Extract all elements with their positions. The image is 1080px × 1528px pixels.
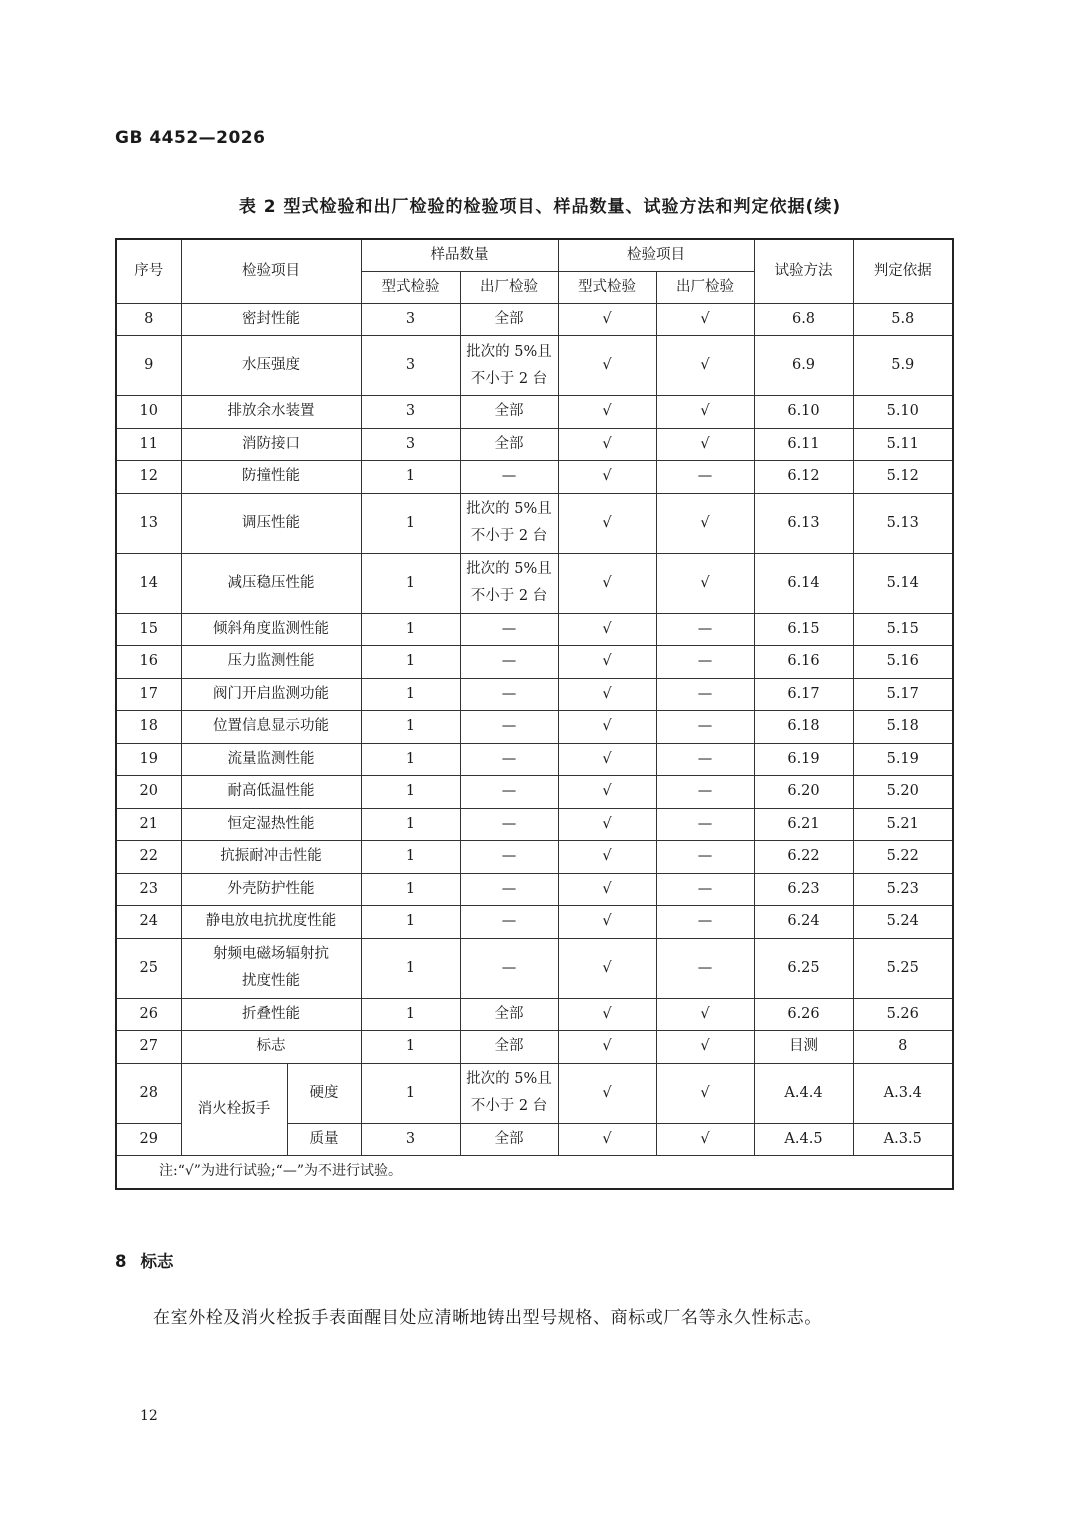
table-row [116, 428, 953, 461]
cell-chk-factory: — [656, 906, 754, 939]
cell-item: 调压性能 [181, 493, 361, 553]
cell-qty-factory: — [460, 906, 558, 939]
cell-qty-factory: — [460, 873, 558, 906]
header-chk-factory: 出厂检验 [656, 271, 754, 303]
cell-chk-type: √ [558, 303, 656, 336]
cell-qty-type: 1 [361, 646, 460, 679]
cell-seq: 16 [116, 646, 181, 679]
cell-chk-factory: — [656, 776, 754, 809]
cell-qty-factory: — [460, 841, 558, 874]
cell-basis: 5.23 [853, 873, 953, 906]
cell-item: 消防接口 [181, 428, 361, 461]
cell-qty-factory: — [460, 678, 558, 711]
cell-qty-type: 1 [361, 776, 460, 809]
table-row [116, 938, 953, 998]
cell-chk-type: √ [558, 493, 656, 553]
cell-item: 减压稳压性能 [181, 553, 361, 613]
cell-chk-factory: √ [656, 396, 754, 429]
cell-qty-factory: — [460, 613, 558, 646]
cell-qty-factory: 全部 [460, 1031, 558, 1064]
cell-seq: 8 [116, 303, 181, 336]
cell-chk-type: √ [558, 428, 656, 461]
cell-item: 位置信息显示功能 [181, 711, 361, 744]
table-row [116, 1031, 953, 1064]
header-seq: 序号 [116, 239, 181, 303]
cell-item: 静电放电抗扰度性能 [181, 906, 361, 939]
cell-chk-type: √ [558, 1063, 656, 1123]
table-row [116, 808, 953, 841]
cell-seq: 18 [116, 711, 181, 744]
cell-qty-type: 3 [361, 336, 460, 396]
cell-chk-factory: √ [656, 303, 754, 336]
cell-item: 标志 [181, 1031, 361, 1064]
table-row [116, 776, 953, 809]
section-body: 在室外栓及消火栓扳手表面醒目处应清晰地铸出型号规格、商标或厂名等永久性标志。 [153, 1308, 822, 1328]
cell-qty-type: 1 [361, 461, 460, 494]
cell-method: A.4.5 [754, 1123, 853, 1156]
header-method: 试验方法 [754, 239, 853, 303]
table-row [116, 678, 953, 711]
cell-item: 射频电磁场辐射抗扰度性能 [181, 938, 361, 998]
cell-qty-type: 1 [361, 743, 460, 776]
cell-item: 防撞性能 [181, 461, 361, 494]
cell-basis: 5.16 [853, 646, 953, 679]
cell-method: 6.26 [754, 998, 853, 1031]
header-chk-type: 型式检验 [558, 271, 656, 303]
cell-qty-type: 3 [361, 1123, 460, 1156]
cell-basis: 5.22 [853, 841, 953, 874]
cell-chk-type: √ [558, 553, 656, 613]
cell-sub-item: 硬度 [287, 1063, 361, 1123]
table-body [116, 303, 953, 1189]
cell-chk-factory: — [656, 808, 754, 841]
cell-qty-type: 3 [361, 303, 460, 336]
cell-method: 6.19 [754, 743, 853, 776]
cell-qty-factory: — [460, 776, 558, 809]
cell-method: 6.10 [754, 396, 853, 429]
cell-item: 流量监测性能 [181, 743, 361, 776]
cell-qty-factory: 批次的 5%且不小于 2 台 [460, 493, 558, 553]
cell-item: 外壳防护性能 [181, 873, 361, 906]
table-row [116, 841, 953, 874]
cell-qty-factory: 全部 [460, 428, 558, 461]
table-row [116, 303, 953, 336]
cell-chk-factory: — [656, 743, 754, 776]
cell-basis: 5.8 [853, 303, 953, 336]
cell-basis: 5.11 [853, 428, 953, 461]
cell-qty-type: 1 [361, 678, 460, 711]
header-item: 检验项目 [181, 239, 361, 303]
cell-chk-factory: √ [656, 1063, 754, 1123]
cell-item: 压力监测性能 [181, 646, 361, 679]
cell-basis: 5.15 [853, 613, 953, 646]
section-number: 8 [115, 1252, 127, 1271]
cell-basis: A.3.5 [853, 1123, 953, 1156]
cell-method: 6.18 [754, 711, 853, 744]
cell-basis: A.3.4 [853, 1063, 953, 1123]
header-qty-factory: 出厂检验 [460, 271, 558, 303]
cell-qty-type: 1 [361, 711, 460, 744]
cell-method: 6.17 [754, 678, 853, 711]
standard-code: GB 4452—2026 [115, 128, 266, 148]
cell-group-label: 消火栓扳手 [181, 1063, 287, 1156]
cell-chk-type: √ [558, 461, 656, 494]
cell-qty-type: 1 [361, 938, 460, 998]
cell-qty-type: 1 [361, 493, 460, 553]
cell-basis: 5.17 [853, 678, 953, 711]
cell-item: 耐高低温性能 [181, 776, 361, 809]
cell-qty-factory: 批次的 5%且不小于 2 台 [460, 553, 558, 613]
cell-chk-type: √ [558, 841, 656, 874]
cell-method: 6.22 [754, 841, 853, 874]
cell-chk-type: √ [558, 1123, 656, 1156]
cell-qty-factory: — [460, 461, 558, 494]
cell-basis: 5.13 [853, 493, 953, 553]
cell-chk-factory: √ [656, 428, 754, 461]
header-basis: 判定依据 [853, 239, 953, 303]
cell-qty-type: 1 [361, 998, 460, 1031]
cell-qty-type: 1 [361, 613, 460, 646]
cell-item: 阀门开启监测功能 [181, 678, 361, 711]
cell-method: 6.9 [754, 336, 853, 396]
cell-qty-factory: 批次的 5%且不小于 2 台 [460, 1063, 558, 1123]
header-sample-qty: 样品数量 [361, 239, 558, 271]
cell-method: A.4.4 [754, 1063, 853, 1123]
cell-chk-factory: √ [656, 1123, 754, 1156]
cell-chk-factory: √ [656, 493, 754, 553]
table-row [116, 1063, 953, 1123]
section-title: 标志 [140, 1252, 174, 1271]
cell-seq: 9 [116, 336, 181, 396]
cell-qty-factory: 全部 [460, 1123, 558, 1156]
cell-item: 恒定湿热性能 [181, 808, 361, 841]
cell-chk-type: √ [558, 678, 656, 711]
table-note: 注:“√”为进行试验;“—”为不进行试验。 [116, 1156, 953, 1189]
cell-qty-type: 1 [361, 808, 460, 841]
cell-method: 6.23 [754, 873, 853, 906]
cell-seq: 24 [116, 906, 181, 939]
cell-item: 抗振耐冲击性能 [181, 841, 361, 874]
cell-method: 6.24 [754, 906, 853, 939]
cell-chk-type: √ [558, 613, 656, 646]
cell-chk-type: √ [558, 711, 656, 744]
cell-qty-factory: — [460, 711, 558, 744]
cell-seq: 10 [116, 396, 181, 429]
cell-qty-factory: — [460, 938, 558, 998]
inspection-table [115, 238, 954, 1190]
cell-qty-factory: 全部 [460, 396, 558, 429]
cell-qty-type: 1 [361, 906, 460, 939]
cell-qty-type: 3 [361, 428, 460, 461]
cell-chk-type: √ [558, 776, 656, 809]
cell-seq: 26 [116, 998, 181, 1031]
table-row [116, 461, 953, 494]
cell-seq: 20 [116, 776, 181, 809]
header-qty-type: 型式检验 [361, 271, 460, 303]
cell-qty-type: 3 [361, 396, 460, 429]
cell-method: 6.14 [754, 553, 853, 613]
cell-chk-type: √ [558, 743, 656, 776]
cell-qty-type: 1 [361, 1063, 460, 1123]
cell-chk-type: √ [558, 396, 656, 429]
cell-basis: 5.25 [853, 938, 953, 998]
table-row [116, 336, 953, 396]
cell-method: 6.13 [754, 493, 853, 553]
cell-method: 6.11 [754, 428, 853, 461]
cell-chk-factory: — [656, 461, 754, 494]
section-heading [115, 1248, 173, 1272]
table-row [116, 613, 953, 646]
cell-seq: 28 [116, 1063, 181, 1123]
cell-qty-factory: — [460, 743, 558, 776]
cell-chk-factory: — [656, 873, 754, 906]
cell-chk-factory: √ [656, 1031, 754, 1064]
cell-chk-type: √ [558, 1031, 656, 1064]
table-row [116, 711, 953, 744]
cell-seq: 11 [116, 428, 181, 461]
cell-chk-type: √ [558, 998, 656, 1031]
page-number: 12 [140, 1408, 158, 1424]
cell-chk-factory: — [656, 613, 754, 646]
cell-seq: 17 [116, 678, 181, 711]
cell-item: 排放余水装置 [181, 396, 361, 429]
cell-method: 6.16 [754, 646, 853, 679]
cell-seq: 12 [116, 461, 181, 494]
cell-basis: 5.21 [853, 808, 953, 841]
table-row [116, 396, 953, 429]
cell-sub-item: 质量 [287, 1123, 361, 1156]
cell-chk-factory: — [656, 841, 754, 874]
table-row [116, 743, 953, 776]
cell-qty-type: 1 [361, 1031, 460, 1064]
cell-chk-type: √ [558, 873, 656, 906]
cell-chk-factory: — [656, 938, 754, 998]
cell-basis: 5.9 [853, 336, 953, 396]
table-row [116, 553, 953, 613]
cell-basis: 5.14 [853, 553, 953, 613]
cell-seq: 22 [116, 841, 181, 874]
cell-qty-factory: 批次的 5%且不小于 2 台 [460, 336, 558, 396]
cell-item: 倾斜角度监测性能 [181, 613, 361, 646]
header-check-item: 检验项目 [558, 239, 754, 271]
cell-seq: 27 [116, 1031, 181, 1064]
cell-item: 水压强度 [181, 336, 361, 396]
cell-basis: 5.18 [853, 711, 953, 744]
cell-qty-type: 1 [361, 873, 460, 906]
cell-seq: 14 [116, 553, 181, 613]
cell-qty-factory: 全部 [460, 998, 558, 1031]
cell-chk-type: √ [558, 808, 656, 841]
table-row [116, 873, 953, 906]
cell-method: 6.20 [754, 776, 853, 809]
cell-method: 6.25 [754, 938, 853, 998]
cell-chk-factory: √ [656, 336, 754, 396]
cell-qty-factory: — [460, 646, 558, 679]
table-row [116, 906, 953, 939]
cell-seq: 19 [116, 743, 181, 776]
cell-chk-type: √ [558, 336, 656, 396]
cell-seq: 15 [116, 613, 181, 646]
cell-basis: 8 [853, 1031, 953, 1064]
cell-method: 6.15 [754, 613, 853, 646]
cell-basis: 5.20 [853, 776, 953, 809]
table-row [116, 646, 953, 679]
cell-basis: 5.26 [853, 998, 953, 1031]
cell-seq: 23 [116, 873, 181, 906]
cell-qty-type: 1 [361, 841, 460, 874]
cell-basis: 5.10 [853, 396, 953, 429]
cell-seq: 25 [116, 938, 181, 998]
cell-chk-factory: — [656, 678, 754, 711]
cell-chk-factory: √ [656, 553, 754, 613]
cell-basis: 5.19 [853, 743, 953, 776]
cell-qty-factory: — [460, 808, 558, 841]
cell-seq: 21 [116, 808, 181, 841]
cell-method: 6.8 [754, 303, 853, 336]
cell-chk-factory: — [656, 711, 754, 744]
table-row [116, 998, 953, 1031]
cell-qty-factory: 全部 [460, 303, 558, 336]
cell-basis: 5.12 [853, 461, 953, 494]
cell-chk-factory: √ [656, 998, 754, 1031]
cell-item: 折叠性能 [181, 998, 361, 1031]
cell-basis: 5.24 [853, 906, 953, 939]
table-title: 表 2 型式检验和出厂检验的检验项目、样品数量、试验方法和判定依据(续) [238, 197, 842, 217]
cell-chk-type: √ [558, 906, 656, 939]
cell-method: 6.21 [754, 808, 853, 841]
table-row [116, 493, 953, 553]
cell-seq: 13 [116, 493, 181, 553]
cell-chk-type: √ [558, 646, 656, 679]
cell-method: 6.12 [754, 461, 853, 494]
cell-chk-factory: — [656, 646, 754, 679]
cell-qty-type: 1 [361, 553, 460, 613]
cell-method: 目测 [754, 1031, 853, 1064]
cell-chk-type: √ [558, 938, 656, 998]
table-note-row [116, 1156, 953, 1189]
cell-item: 密封性能 [181, 303, 361, 336]
cell-seq: 29 [116, 1123, 181, 1156]
